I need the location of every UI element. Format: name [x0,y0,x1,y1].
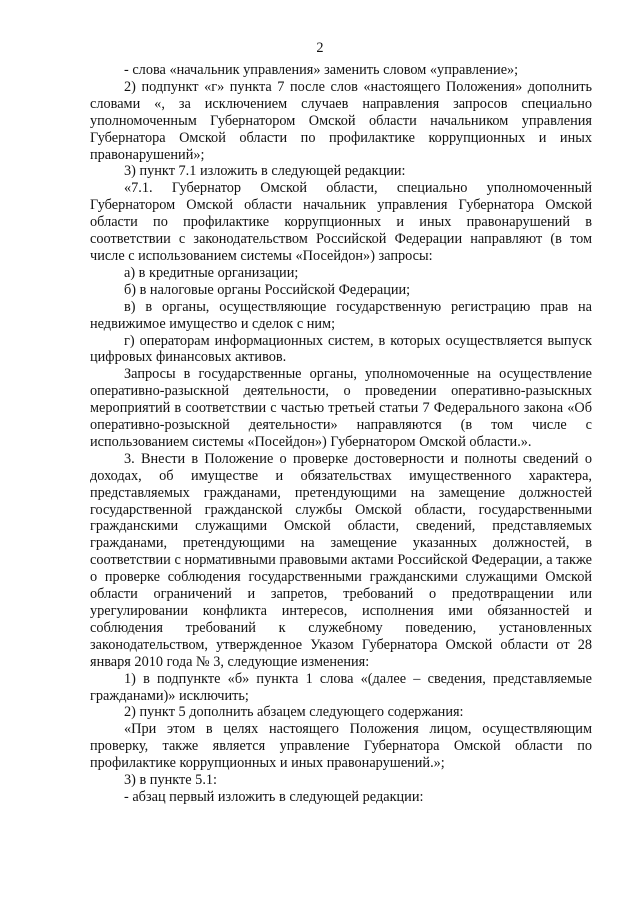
paragraph-change-3-first: - абзац первый изложить в следующей редакции: [124,788,424,805]
list-item-g: г) операторам информационных систем, в которых осуществляется выпуск цифровых финансовых активов. [90,332,592,366]
paragraph-requests: Запросы в государственные органы, уполномоченные на осуществление оперативно-разыскной деятельности, о проведении оперативно-разыскных мероприятий в соответствии с частью третьей статьи 7 Федерального закона «Об оперативно-розыскной деятельности» направляются (в том числе с использованием системы «Посейдон») Губернатором Омской области.». [90,366,592,450]
list-item-b: б) в налоговые органы Российской Федерации; [124,281,411,298]
list-item-v: в) в органы, осуществляющие государственную регистрацию прав на недвижимое имущество и сделок с ним; [90,298,592,332]
paragraph-item-7-1-intro: 3) пункт 7.1 изложить в следующей редакции: [124,163,406,180]
paragraph-words-replacement: - слова «начальник управления» заменить словом «управление»; [124,62,519,78]
document-body [90,62,592,806]
paragraph-change-2: 2) пункт 5 дополнить абзацем следующего содержания: [124,704,464,721]
paragraph-change-2-text: «При этом в целях настоящего Положения лицом, осуществляющим проверку, также является управление Губернатора Омской области по профилактике коррупционных и иных правонарушений.»; [90,721,592,772]
paragraph-change-1: 1) в подпункте «б» пункта 1 слова «(далее – сведения, представляемые гражданами)» исключить; [90,670,592,704]
paragraph-subitem-g: 2) подпункт «г» пункта 7 после слов «настоящего Положения» дополнить словами «, за исключением случаев направления запросов специально уполномоченным Губернатором Омской области начальником управления Губернатора Омской области по профилактике коррупционных и иных правонарушений»; [90,78,592,163]
paragraph-item-7-1-text: «7.1. Губернатор Омской области, специально уполномоченный Губернатором Омской области начальник управления Губернатора Омской области по профилактике коррупционных и иных правонарушений в соответствии с законодательством Российской Федерации направляют (в том числе с использованием системы «Посейдон») запросы: [90,180,592,264]
paragraph-change-3: 3) в пункте 5.1: [124,772,218,789]
page-number: 2 [316,40,324,56]
list-item-a: а) в кредитные организации; [124,264,299,281]
paragraph-section-3: 3. Внести в Положение о проверке достоверности и полноты сведений о доходах, об имуществе и обязательствах имущественного характера, представляемых гражданами, претендующими на замещение должностей государственной гражданской службы Омской области, государственными гражданскими служащими Омской области, сведений, представляемых гражданами, претендующими на замещение указанных должностей, в соответствии с нормативными правовыми актами Российской Федерации, а также о проверке соблюдения государственными гражданскими служащими Омской области ограничений и запретов, требований о предотвращении или урегулировании конфликта интересов, исполнения ими обязанностей и соблюдения требований к служебному поведению, установленных законодательством, утвержденное Указом Губернатора Омской области от 28 января 2010 года № 3, следующие изменения: [90,450,592,670]
